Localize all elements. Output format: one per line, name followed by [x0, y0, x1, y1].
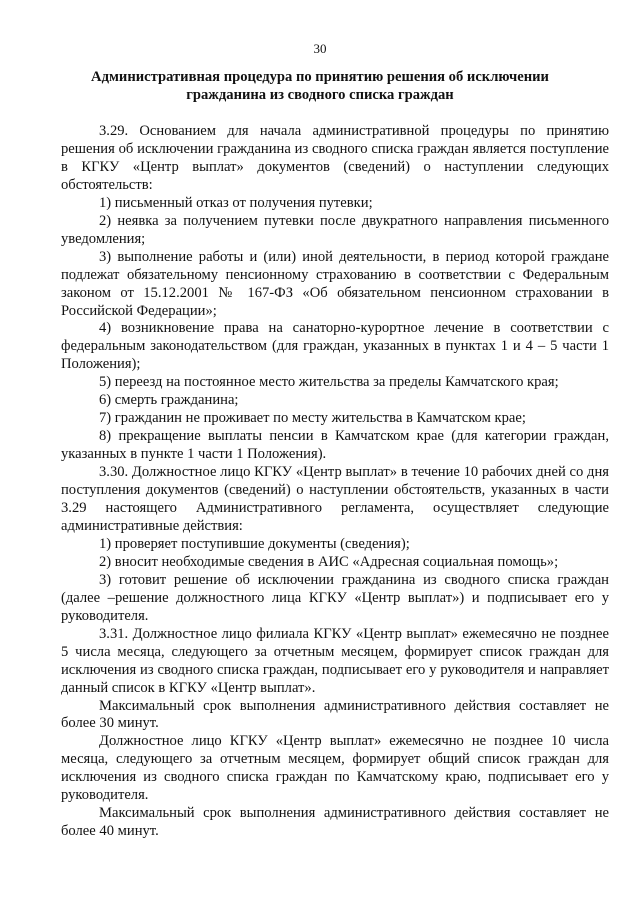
action-item-2: 2) вносит необходимые сведения в АИС «Адресная социальная помощь»;	[99, 553, 559, 570]
list-item-8: 8) прекращение выплаты пенсии в Камчатском крае (для категории граждан, указанных в пункте 1 части 1 Положения).	[61, 428, 609, 463]
list-item-2: 2) неявка за получением путевки после двукратного направления письменного уведомления;	[61, 212, 609, 247]
paragraph-3-30: 3.30. Должностное лицо КГКУ «Центр выплат» в течение 10 рабочих дней со дня поступления документов (сведений) о наступлении обстоятельств, указанных в части 3.29 настоящего Административного регламента, осуществляет следующие административные действия:	[61, 464, 609, 534]
heading-line-2: гражданина из сводного списка граждан	[186, 87, 454, 103]
list-item-4: 4) возникновение права на санаторно-курортное лечение в соответствии с федеральным законодательством (для граждан, указанных в пунктах 1 и 4 – 5 части 1 Положения);	[61, 320, 609, 373]
section-heading	[80, 68, 560, 104]
list-item-1: 1) письменный отказ от получения путевки;	[99, 194, 373, 211]
document-body	[61, 123, 609, 841]
list-item-7: 7) гражданин не проживает по месту жительства в Камчатском крае;	[99, 410, 526, 427]
action-item-3: 3) готовит решение об исключении гражданина из сводного списка граждан (далее –решение должностного лица КГКУ «Центр выплат») и подписывает его у руководителя.	[61, 571, 609, 624]
list-item-5: 5) переезд на постоянное место жительства за пределы Камчатского края;	[99, 374, 559, 391]
list-item-3: 3) выполнение работы и (или) иной деятельности, в период которой граждане подлежат обязательному пенсионному страхованию в соответствии с Федеральным законом от 15.12.2001 № 167-ФЗ «Об обязательном пенсионном страховании в Российской Федерации»;	[61, 248, 609, 319]
page-number: 30	[313, 41, 327, 56]
paragraph-official-list: Должностное лицо КГКУ «Центр выплат» ежемесячно не позднее 10 числа месяца, следующего за отчетным месяцем, формирует общий список граждан для исключения из сводного списка граждан по Камчатскому краю, подписывает его у руководителя.	[61, 733, 609, 804]
paragraph-3-31: 3.31. Должностное лицо филиала КГКУ «Центр выплат» ежемесячно не позднее 5 числа месяца, следующего за отчетным месяцем, формирует список граждан для исключения из сводного списка граждан, подписывает его у руководителя и направляет данный список в КГКУ «Центр выплат».	[61, 625, 609, 696]
max-time-40: Максимальный срок выполнения административного действия составляет не более 40 минут.	[61, 805, 609, 840]
paragraph-3-29: 3.29. Основанием для начала административной процедуры по принятию решения об исключении гражданина из сводного списка граждан является поступление в КГКУ «Центр выплат» документов (сведений) о наступлении следующих обстоятельств:	[61, 123, 609, 193]
heading-line-1: Административная процедура по принятию решения об исключении	[91, 69, 549, 85]
max-time-30: Максимальный срок выполнения административного действия составляет не более 30 минут.	[61, 697, 609, 732]
list-item-6: 6) смерть гражданина;	[99, 392, 239, 409]
action-item-1: 1) проверяет поступившие документы (сведения);	[99, 535, 410, 552]
